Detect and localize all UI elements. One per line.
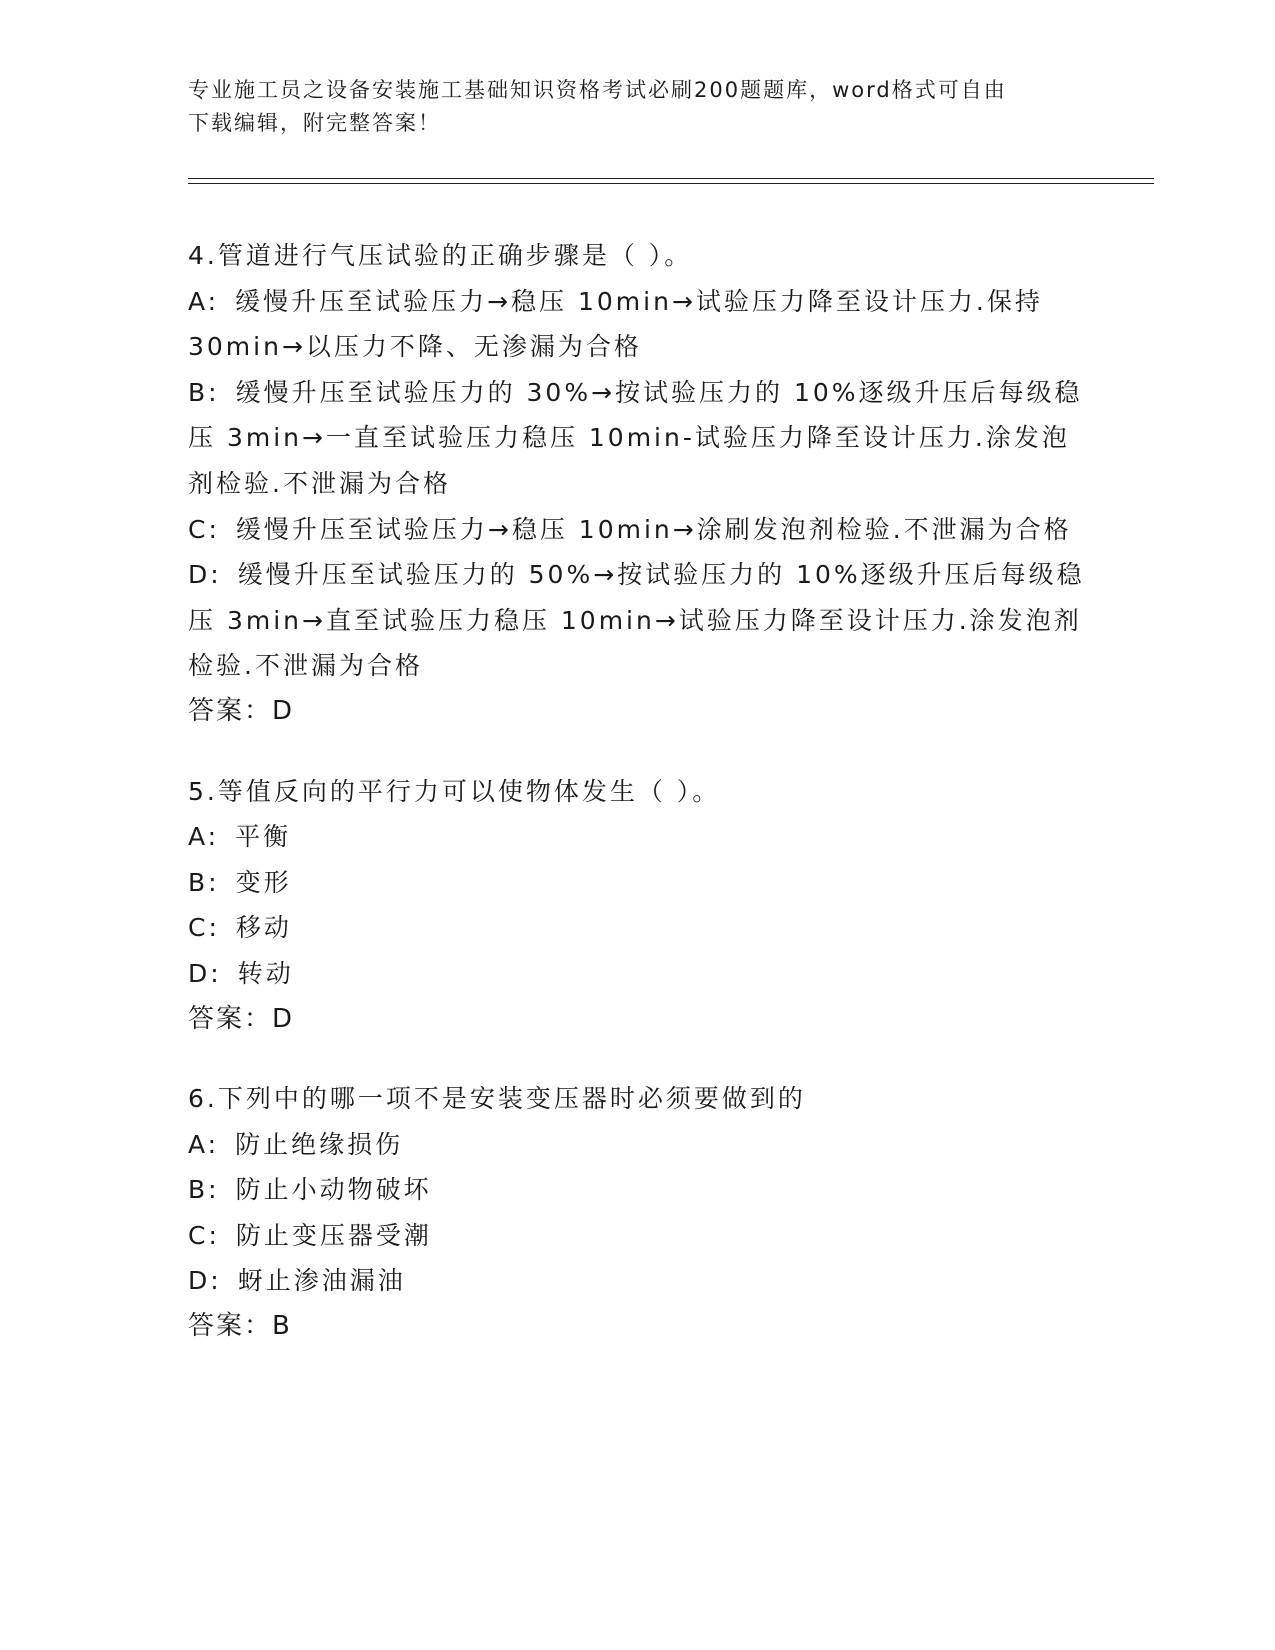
- option-text: 缓慢升压至试验压力的 30%→按试验压力的 10%逐级升压后每级稳: [235, 377, 1083, 407]
- question-4: [188, 233, 1088, 735]
- option-text: 移动: [235, 913, 292, 943]
- question-6: [188, 1076, 1088, 1350]
- option-label: A:: [188, 286, 220, 316]
- option-text: 缓慢升压至试验压力→稳压 10min→试验压力降至设计压力.保持: [235, 286, 1043, 316]
- option-d: [188, 552, 1088, 689]
- option-text: 检验.不泄漏为合格: [188, 651, 423, 681]
- option-label: D:: [188, 958, 222, 988]
- option-text: 转动: [237, 958, 294, 988]
- answer-line: 答案：D: [188, 695, 295, 726]
- option-text: 缓慢升压至试验压力→稳压 10min→涂刷发泡剂检验.不泄漏为合格: [235, 514, 1072, 544]
- header-divider-bottom: [188, 183, 1154, 184]
- option-label: B:: [188, 377, 220, 407]
- option-d: [188, 1258, 1088, 1304]
- option-b: [188, 860, 1088, 906]
- option-c: [188, 1213, 1088, 1259]
- option-text: 防止变压器受潮: [235, 1220, 432, 1250]
- option-label: D:: [188, 1266, 222, 1296]
- option-text: 30min→以压力不降、无渗漏为合格: [188, 332, 642, 362]
- question-stem: 6.下列中的哪一项不是安装变压器时必须要做到的: [188, 1084, 806, 1114]
- option-text: 蚜止渗油漏油: [237, 1266, 406, 1296]
- header-line-2: 下载编辑，附完整答案！: [188, 111, 441, 135]
- option-label: B:: [188, 1175, 220, 1205]
- option-text: 平衡: [235, 822, 292, 852]
- option-text: 缓慢升压至试验压力的 50%→按试验压力的 10%逐级升压后每级稳: [237, 560, 1085, 590]
- header-divider-top: [188, 178, 1154, 179]
- option-label: C:: [188, 913, 220, 943]
- option-b: [188, 370, 1088, 507]
- option-c: [188, 507, 1088, 553]
- option-label: C:: [188, 514, 220, 544]
- option-label: C:: [188, 1220, 220, 1250]
- question-stem: 4.管道进行气压试验的正确步骤是（ ）。: [188, 241, 693, 270]
- option-c: [188, 905, 1088, 951]
- option-text: 防止绝缘损伤: [235, 1129, 404, 1159]
- option-d: [188, 951, 1088, 997]
- option-label: B:: [188, 867, 220, 897]
- option-label: A:: [188, 822, 220, 852]
- question-list: [188, 233, 1088, 1384]
- option-text: 剂检验.不泄漏为合格: [188, 468, 451, 498]
- option-text: 压 3min→直至试验压力稳压 10min→试验压力降至设计压力.涂发泡剂: [188, 605, 1082, 635]
- option-a: [188, 1122, 1088, 1168]
- option-a: [188, 814, 1088, 860]
- option-text: 压 3min→一直至试验压力稳压 10min-试验压力降至设计压力.涂发泡: [188, 423, 1070, 453]
- answer-line: 答案：D: [188, 1003, 295, 1034]
- option-a: [188, 279, 1088, 370]
- option-label: D:: [188, 560, 222, 590]
- answer-line: 答案：B: [188, 1311, 292, 1342]
- header-line-1: 专业施工员之设备安装施工基础知识资格考试必刷200题题库，word格式可自由: [188, 78, 1007, 102]
- document-header: [188, 74, 1088, 140]
- option-label: A:: [188, 1129, 220, 1159]
- option-b: [188, 1167, 1088, 1213]
- option-text: 变形: [235, 867, 292, 897]
- question-5: [188, 769, 1088, 1043]
- question-stem: 5.等值反向的平行力可以使物体发生（ ）。: [188, 776, 721, 806]
- option-text: 防止小动物破坏: [235, 1175, 432, 1205]
